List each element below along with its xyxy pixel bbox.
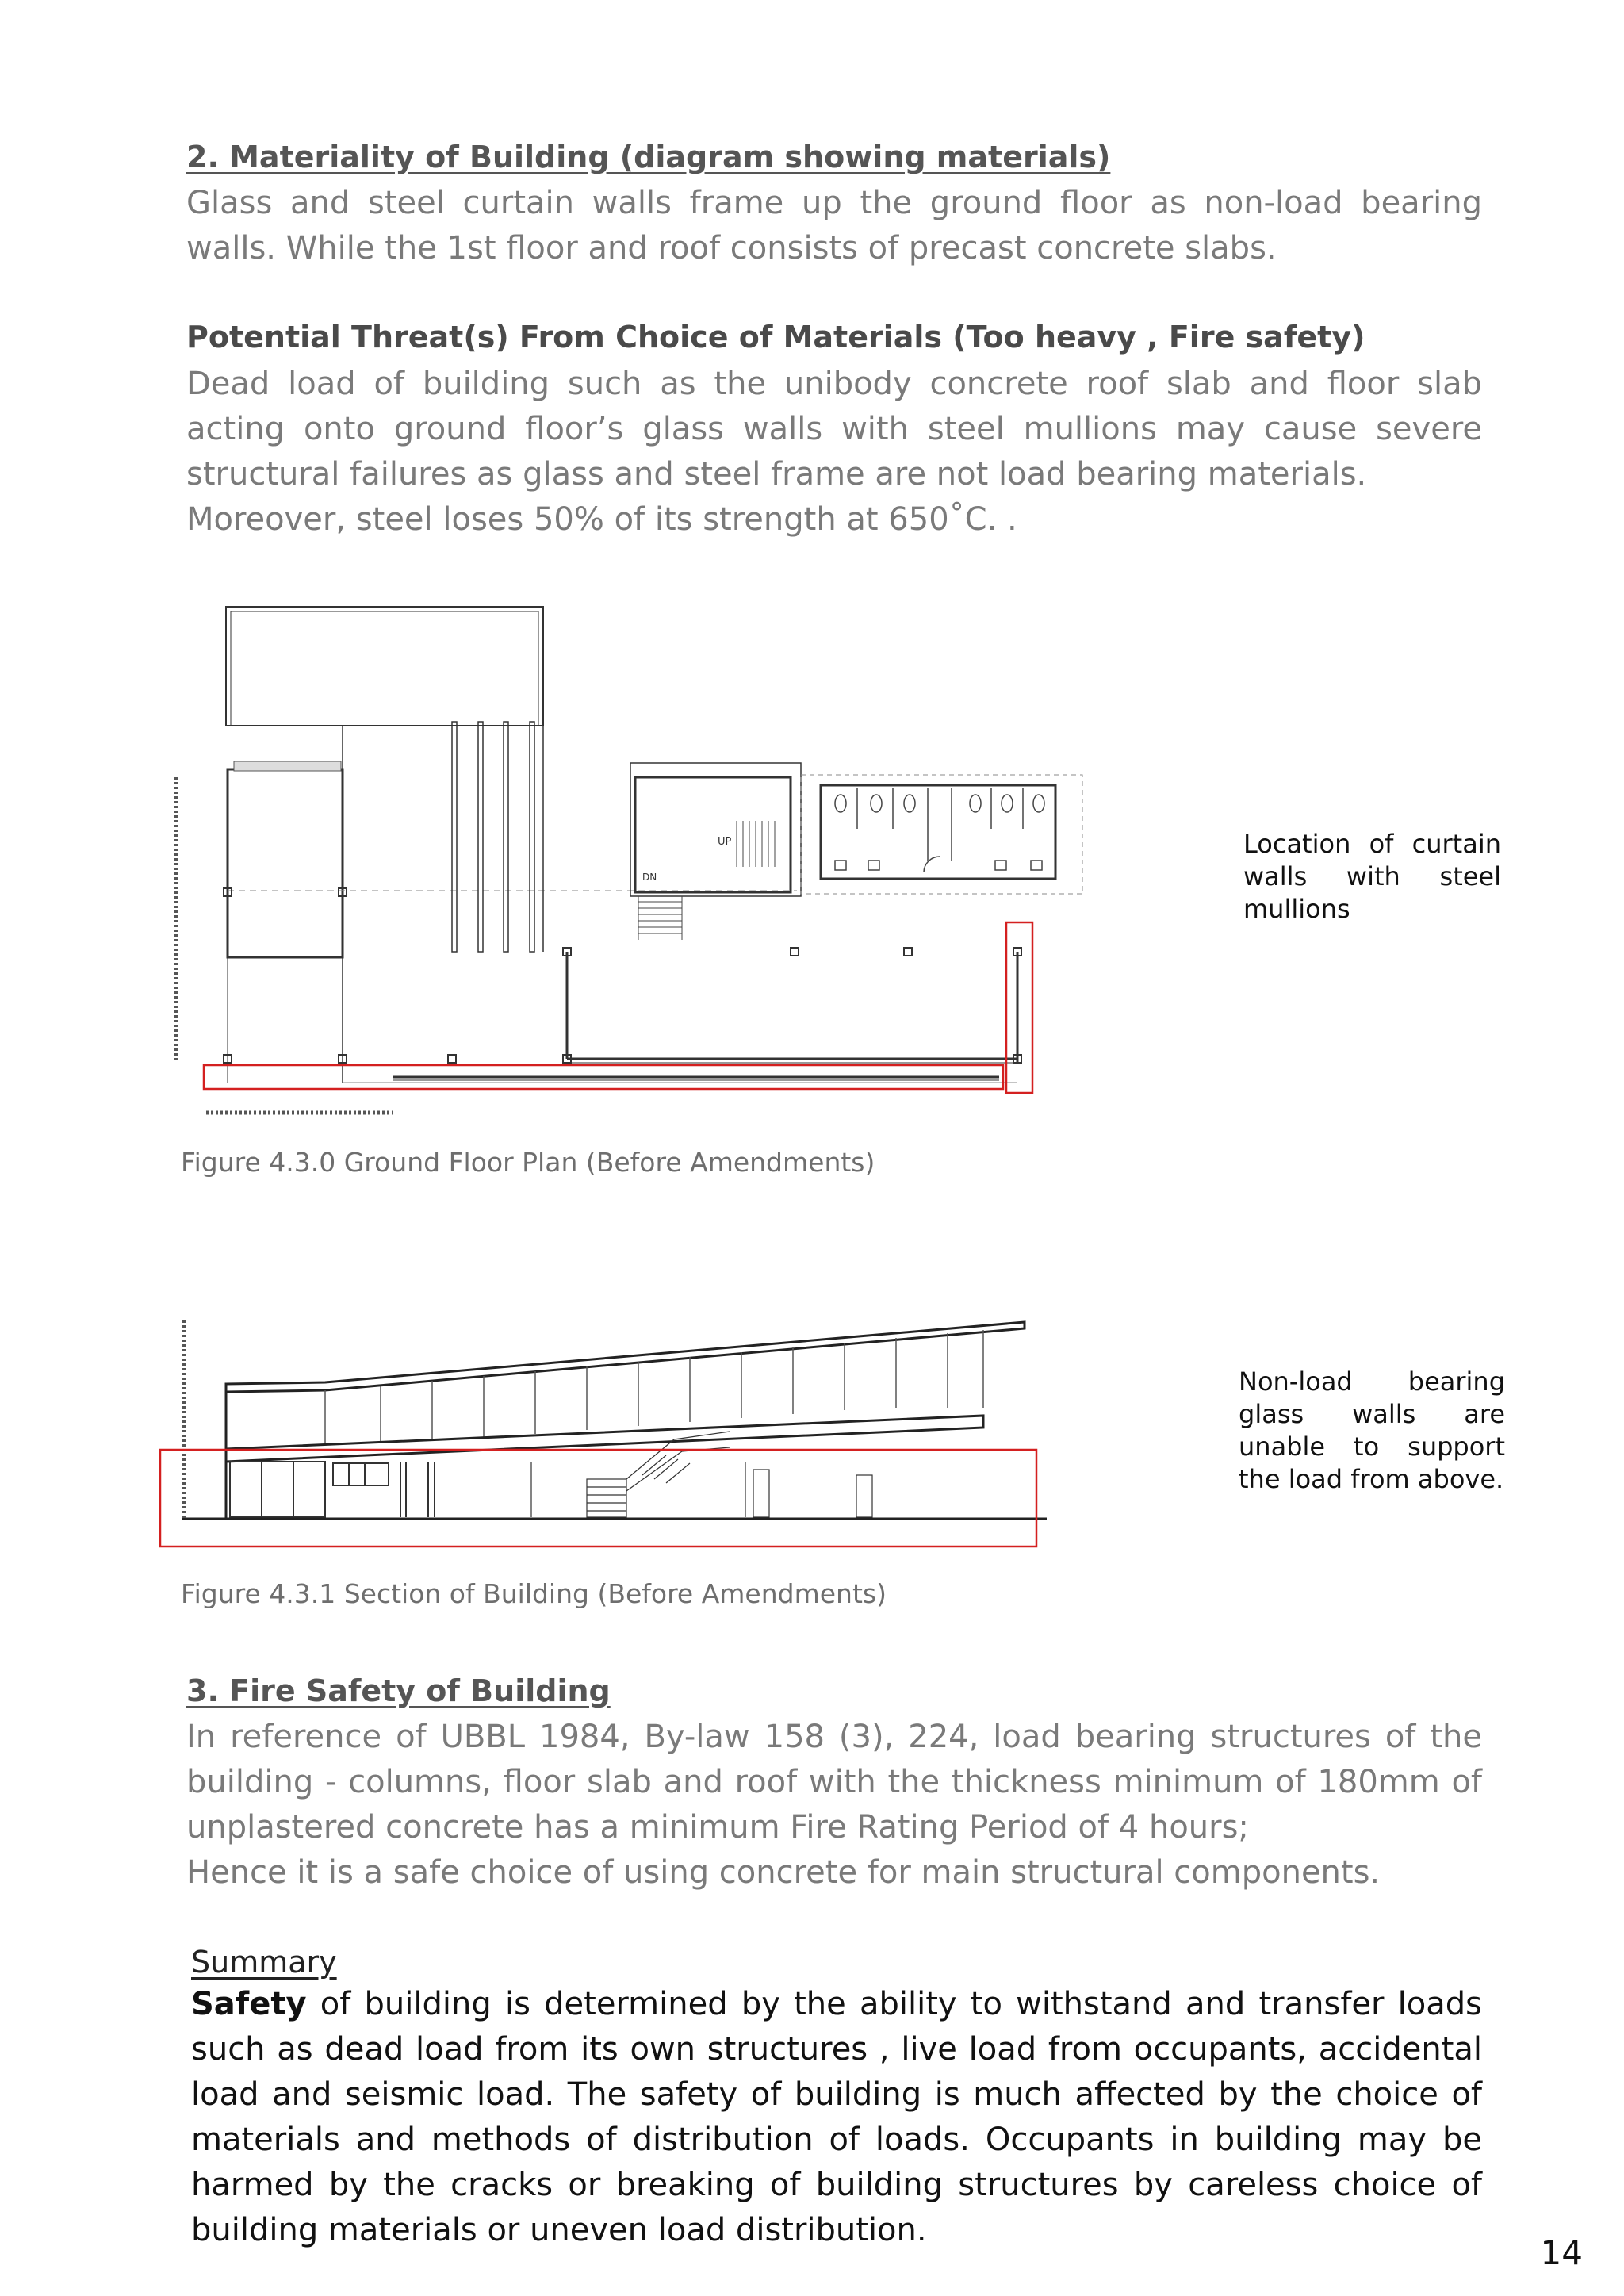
figure-4-3-1-caption: Figure 4.3.1 Section of Building (Before Amendments)	[181, 1578, 887, 1609]
threats-body	[186, 362, 1482, 542]
stair-up-label: UP	[718, 836, 732, 848]
summary-paragraph	[191, 1982, 1482, 2253]
figure-4-3-0-caption: Figure 4.3.0 Ground Floor Plan (Before Amendments)	[181, 1147, 875, 1178]
floor-plan-note: Location of curtain walls with steel mullions	[1243, 829, 1501, 924]
page-number: 14	[1540, 2233, 1583, 2272]
section-2-body	[186, 181, 1482, 271]
ground-floor-plan-drawing	[163, 599, 1090, 1126]
section-2-heading: 2. Materiality of Building (diagram showing materials)	[186, 140, 1111, 174]
section-3-paragraph-1: In reference of UBBL 1984, By-law 158 (3), 224, load bearing structures of the building - columns, floor slab and roof with the thickness minimum of 180mm of unplastered concrete has a minimum Fire Rating Period of 4 hours;	[186, 1719, 1482, 1846]
summary-body: of building is determined by the ability to withstand and transfer loads such as dead load from its own structures , live load from occupants, accidental load and seismic load. The safety of building is much affected by the choice of materials and methods of distribution of loads. Occupants in building may be harmed by the cracks or breaking of building structures by careless choice of building materials or uneven load distribution.	[191, 1986, 1482, 2248]
summary-title: Summary	[191, 1945, 337, 1980]
section-2-paragraph: Glass and steel curtain walls frame up the ground floor as non-load bearing walls. While the 1st floor and roof consists of precast concrete slabs.	[186, 185, 1482, 266]
stair-down-label: DN	[642, 872, 657, 883]
section-3-heading: 3. Fire Safety of Building	[186, 1673, 611, 1708]
glass-wall-highlight	[160, 1450, 1036, 1547]
threats-paragraph-1: Dead load of building such as the unibody concrete roof slab and floor slab acting onto ground floor’s glass walls with steel mullions may cause severe structural failures as glass and steel frame are not load bearing materials.	[186, 366, 1482, 493]
section-3-body	[186, 1715, 1482, 1895]
building-section-drawing	[159, 1320, 1047, 1558]
section-note: Non-load bearing glass walls are unable to support the load from above.	[1239, 1366, 1505, 1494]
section-3-paragraph-2: Hence it is a safe choice of using concrete for main structural components.	[186, 1854, 1381, 1891]
threats-heading: Potential Threat(s) From Choice of Materials (Too heavy , Fire safety)	[186, 320, 1365, 355]
summary-lead: Safety	[191, 1986, 307, 2022]
threats-paragraph-2: Moreover, steel loses 50% of its strength at 650˚C. .	[186, 501, 1017, 538]
